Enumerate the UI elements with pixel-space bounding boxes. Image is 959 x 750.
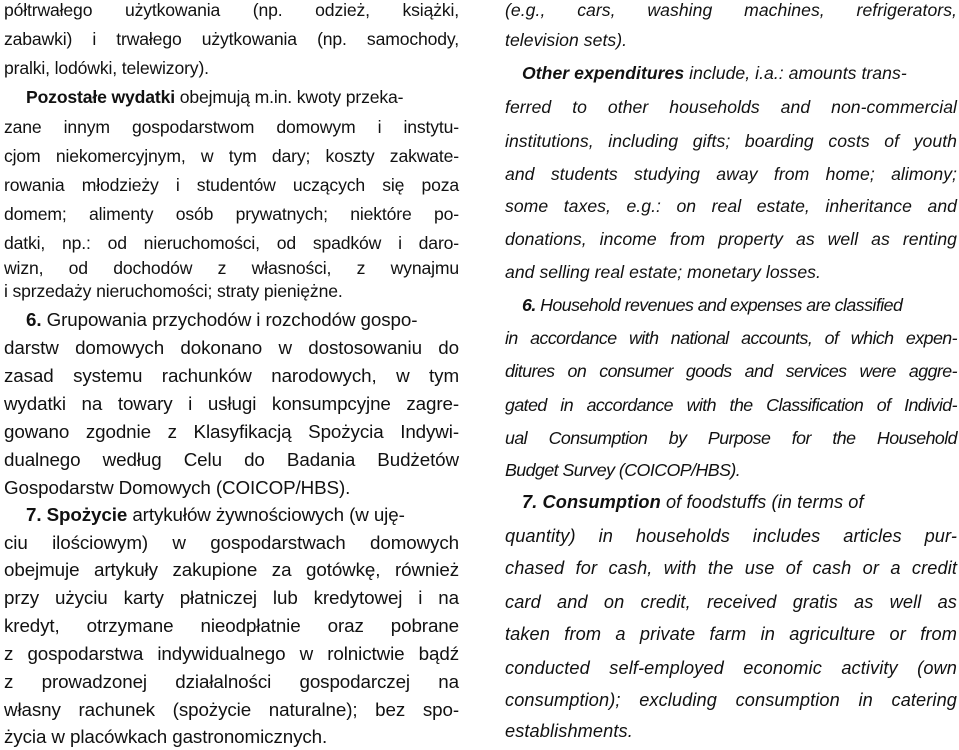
text-line: taken from a private farm in agriculture or from xyxy=(505,624,957,644)
text-line: datki, np.: od nieruchomości, od spadków i daro- xyxy=(4,233,459,253)
text-line: (e.g., cars, washing machines, refrigerators, xyxy=(505,0,957,20)
text-line: 7. Spożycie artykułów żywnościowych (w uję- xyxy=(26,504,405,525)
text-line: gowano zgodnie z Klasyfikacją Spożycia Indywi- xyxy=(4,421,459,442)
text-line: rowania młodzieży i studentów uczących się poza xyxy=(4,175,459,195)
term-consumption: 7. Consumption xyxy=(522,492,661,512)
text-line: and selling real estate; monetary losses. xyxy=(505,262,821,282)
text-line: Budget Survey (COICOP/HBS). xyxy=(505,460,741,480)
text-line: zasad systemu rachunków narodowych, w tym xyxy=(4,365,459,386)
text-line: obejmuje artykuły zakupione za gotówkę, również xyxy=(4,559,459,580)
text-line: i sprzedaży nieruchomości; straty pieniężne. xyxy=(4,281,343,301)
text-line: 6. Household revenues and expenses are classified xyxy=(522,295,903,315)
text-line: ferred to other households and non-commercial xyxy=(505,97,957,117)
text-line: gated in accordance with the Classification of Individ- xyxy=(505,395,957,415)
text-line: chased for cash, with the use of cash or a credit xyxy=(505,558,957,578)
text-line: donations, income from property as well as renting xyxy=(505,229,957,249)
text-line: ciu ilościowym) w gospodarstwach domowych xyxy=(4,532,459,553)
text-line: ual Consumption by Purpose for the Household xyxy=(505,428,957,448)
text-line: establishments. xyxy=(505,721,633,741)
text-line: wizn, od dochodów z własności, z wynajmu xyxy=(4,258,459,278)
text-line: 6. Grupowania przychodów i rozchodów gospo- xyxy=(26,309,418,330)
text-line: z gospodarstwa indywidualnego w rolnictwie bądź xyxy=(4,643,459,664)
text-line: kredyt, otrzymane nieodpłatnie oraz pobrane xyxy=(4,615,459,636)
paragraph-number: 6. xyxy=(522,295,536,315)
text-line: card and on credit, received gratis as well as xyxy=(505,592,957,612)
text-line: in accordance with national accounts, of which expen- xyxy=(505,328,957,348)
text-line: Other expenditures include, i.a.: amounts trans- xyxy=(522,63,907,83)
term-spozycie: 7. Spożycie xyxy=(26,504,128,525)
text-line: przy użyciu karty płatniczej lub kredytowej i na xyxy=(4,587,459,608)
term-other-expenditures: Other expenditures xyxy=(522,63,685,83)
text-line: ditures on consumer goods and services were aggre- xyxy=(505,361,957,381)
text-line: zane innym gospodarstwom domowym i instytu- xyxy=(4,117,459,137)
text-line: domem; alimenty osób prywatnych; niektóre po- xyxy=(4,204,459,224)
text-line: 7. Consumption of foodstuffs (in terms of xyxy=(522,492,864,512)
text-line: some taxes, e.g.: on real estate, inheritance and xyxy=(505,196,957,216)
paragraph-number: 6. xyxy=(26,309,42,330)
text-line: zabawki) i trwałego użytkowania (np. samochody, xyxy=(4,29,459,49)
text-line: quantity) in households includes articles pur- xyxy=(505,526,957,546)
text-line: cjom niekomercyjnym, w tym dary; koszty zakwate- xyxy=(4,146,459,166)
text-line: conducted self-employed economic activity (own xyxy=(505,658,957,678)
text-line: Gospodarstw Domowych (COICOP/HBS). xyxy=(4,477,351,498)
text-line: życia w placówkach gastronomicznych. xyxy=(4,726,328,747)
text-line: pralki, lodówki, telewizory). xyxy=(4,58,209,78)
text-line: własny rachunek (spożycie naturalne); bez spo- xyxy=(4,699,459,720)
text-line: television sets). xyxy=(505,30,628,50)
term-other-expenditures: Pozostałe wydatki xyxy=(26,87,175,107)
text-line: darstw domowych dokonano w dostosowaniu do xyxy=(4,337,459,358)
text-line: and students studying away from home; alimony; xyxy=(505,164,957,184)
text-line: Pozostałe wydatki obejmują m.in. kwoty przeka- xyxy=(26,87,404,107)
text-line: wydatki na towary i usługi konsumpcyjne zagre- xyxy=(4,393,459,414)
text-line: institutions, including gifts; boarding costs of youth xyxy=(505,131,957,151)
text-line: dualnego według Celu do Badania Budżetów xyxy=(4,449,459,470)
text-line: z prowadzonej działalności gospodarczej na xyxy=(4,671,459,692)
text-line: consumption); excluding consumption in catering xyxy=(505,690,957,710)
text-line: półtrwałego użytkowania (np. odzież, książki, xyxy=(4,0,459,20)
